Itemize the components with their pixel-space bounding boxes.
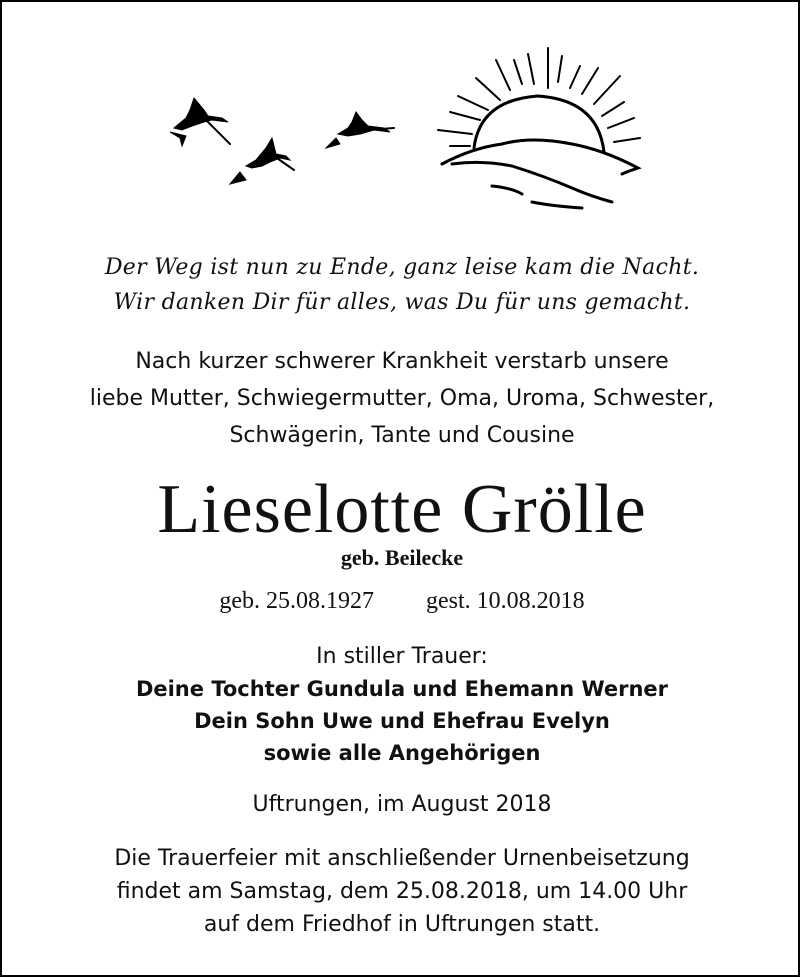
place-and-date: Uftrungen, im August 2018 <box>252 792 552 817</box>
death-date: gest. 10.08.2018 <box>425 588 585 614</box>
intro-line-1: Nach kurzer schwerer Krankheit verstarb unsere <box>135 349 669 374</box>
life-dates <box>2 585 800 617</box>
setting-sun-icon <box>438 48 640 208</box>
deceased-name: Lieselotte Grölle <box>157 471 647 548</box>
maiden-name: geb. Beilecke <box>340 545 464 570</box>
death-announcement-text <box>2 343 800 454</box>
intro-line-2: liebe Mutter, Schwiegermutter, Oma, Uroma, Schwester, <box>89 386 715 411</box>
flying-birds-icon <box>170 98 394 184</box>
poem-line-2: Wir danken Dir für alles, was Du für uns gemacht. <box>113 290 691 315</box>
poem-line-1: Der Weg ist nun zu Ende, ganz leise kam die Nacht. <box>104 255 700 280</box>
funeral-line-1: Die Trauerfeier mit anschließender Urnenbeisetzung <box>114 846 690 871</box>
mourners-heading: In stiller Trauer: <box>316 644 488 669</box>
funeral-details <box>2 842 800 941</box>
intro-line-3: Schwägerin, Tante und Cousine <box>229 423 575 448</box>
mourner-line-2: Dein Sohn Uwe und Ehefrau Evelyn <box>194 709 610 733</box>
header-illustration <box>152 40 642 220</box>
poem-verse <box>2 250 800 320</box>
mourners-list <box>2 673 800 769</box>
mourner-line-1: Deine Tochter Gundula und Ehemann Werner <box>135 677 669 701</box>
birth-date: geb. 25.08.1927 <box>219 588 374 614</box>
funeral-line-2: findet am Samstag, dem 25.08.2018, um 14.00 Uhr <box>116 879 688 904</box>
mourner-line-3: sowie alle Angehörigen <box>263 741 541 765</box>
funeral-line-3: auf dem Friedhof in Uftrungen statt. <box>203 912 601 937</box>
